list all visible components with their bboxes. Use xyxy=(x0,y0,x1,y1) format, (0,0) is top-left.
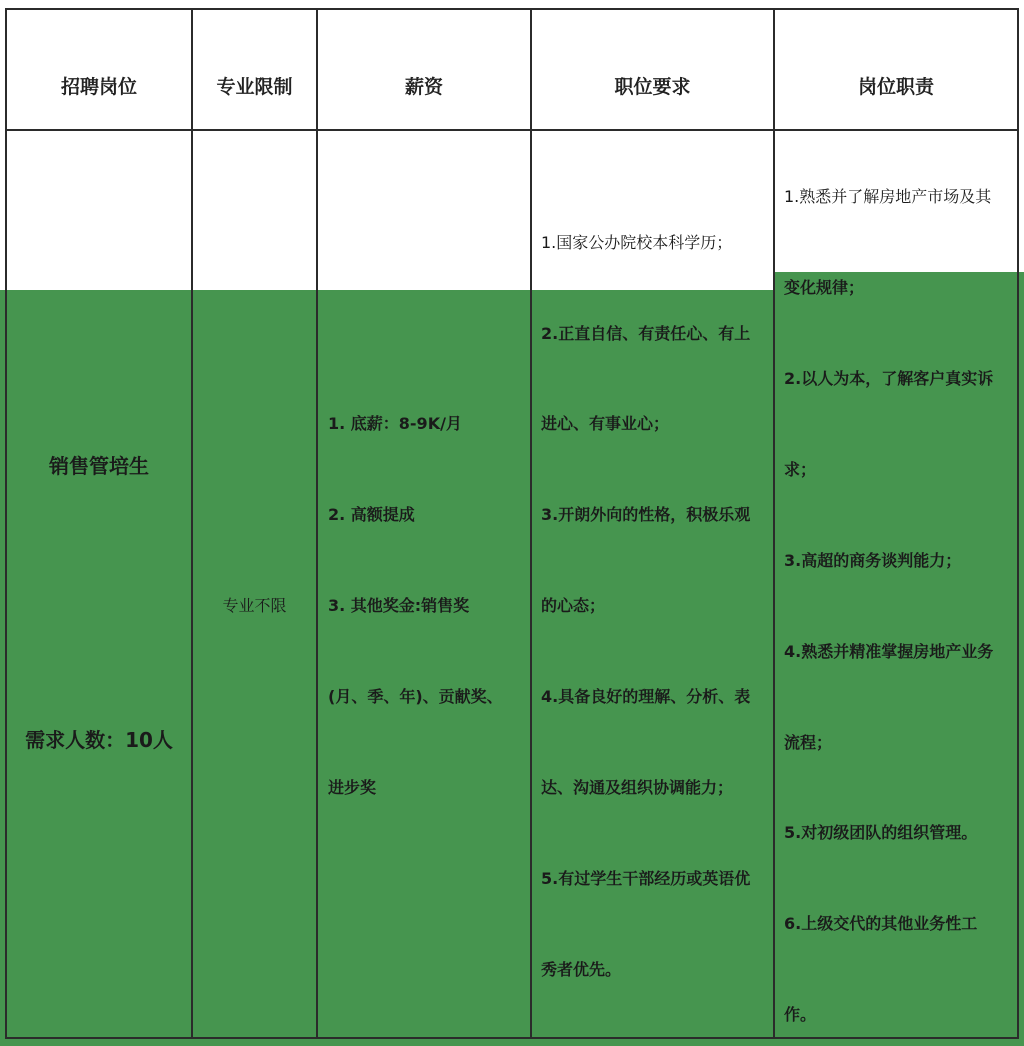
requirement-line: 秀者优先。 xyxy=(541,960,622,979)
column-divider-4 xyxy=(773,8,775,1039)
table-border-left xyxy=(5,8,7,1039)
header-row-divider xyxy=(5,129,1019,131)
header-major: 专业限制 xyxy=(216,76,293,98)
header-salary: 薪资 xyxy=(404,76,443,98)
salary-line: 2. 高额提成 xyxy=(328,505,415,524)
duty-line: 4.熟悉并精准掌握房地产业务 xyxy=(784,642,994,661)
table-border-bottom xyxy=(5,1037,1019,1039)
header-duties: 岗位职责 xyxy=(857,76,934,98)
salary-line: 1. 底薪：8-9K/月 xyxy=(328,414,462,433)
column-divider-1 xyxy=(191,8,193,1039)
requirement-line: 达、沟通及组织协调能力； xyxy=(541,778,734,797)
duty-line: 求； xyxy=(784,460,817,479)
duty-line: 5.对初级团队的组织管理。 xyxy=(784,823,978,842)
headcount: 需求人数：10人 xyxy=(25,728,173,752)
table-border-right xyxy=(1017,8,1019,1039)
duty-line: 6.上级交代的其他业务性工 xyxy=(784,914,978,933)
column-divider-3 xyxy=(530,8,532,1039)
column-divider-2 xyxy=(316,8,318,1039)
header-position: 招聘岗位 xyxy=(60,76,137,98)
requirement-line: 3.开朗外向的性格，积极乐观 xyxy=(541,505,751,524)
requirement-line: 的心态； xyxy=(541,596,606,615)
salary-line: (月、季、年)、贡献奖、 xyxy=(328,687,503,706)
duty-line: 1.熟悉并了解房地产市场及其 xyxy=(784,187,992,206)
position-name: 销售管培生 xyxy=(49,454,149,478)
requirement-line: 1.国家公办院校本科学历； xyxy=(541,233,733,252)
salary-line: 3. 其他奖金:销售奖 xyxy=(328,596,470,615)
duty-line: 变化规律； xyxy=(784,278,865,297)
salary-line: 进步奖 xyxy=(328,778,377,797)
duty-line: 作。 xyxy=(784,1005,817,1024)
major-requirement: 专业不限 xyxy=(222,596,287,615)
requirement-line: 5.有过学生干部经历或英语优 xyxy=(541,869,751,888)
duty-line: 流程； xyxy=(784,733,833,752)
table-border-top xyxy=(5,8,1019,10)
requirement-line: 进心、有事业心； xyxy=(541,414,670,433)
requirement-line: 4.具备良好的理解、分析、表 xyxy=(541,687,751,706)
requirement-line: 2.正直自信、有责任心、有上 xyxy=(541,324,751,343)
header-requirements: 职位要求 xyxy=(614,76,691,98)
duty-line: 3.高超的商务谈判能力； xyxy=(784,551,962,570)
duty-line: 2.以人为本，了解客户真实诉 xyxy=(784,369,994,388)
